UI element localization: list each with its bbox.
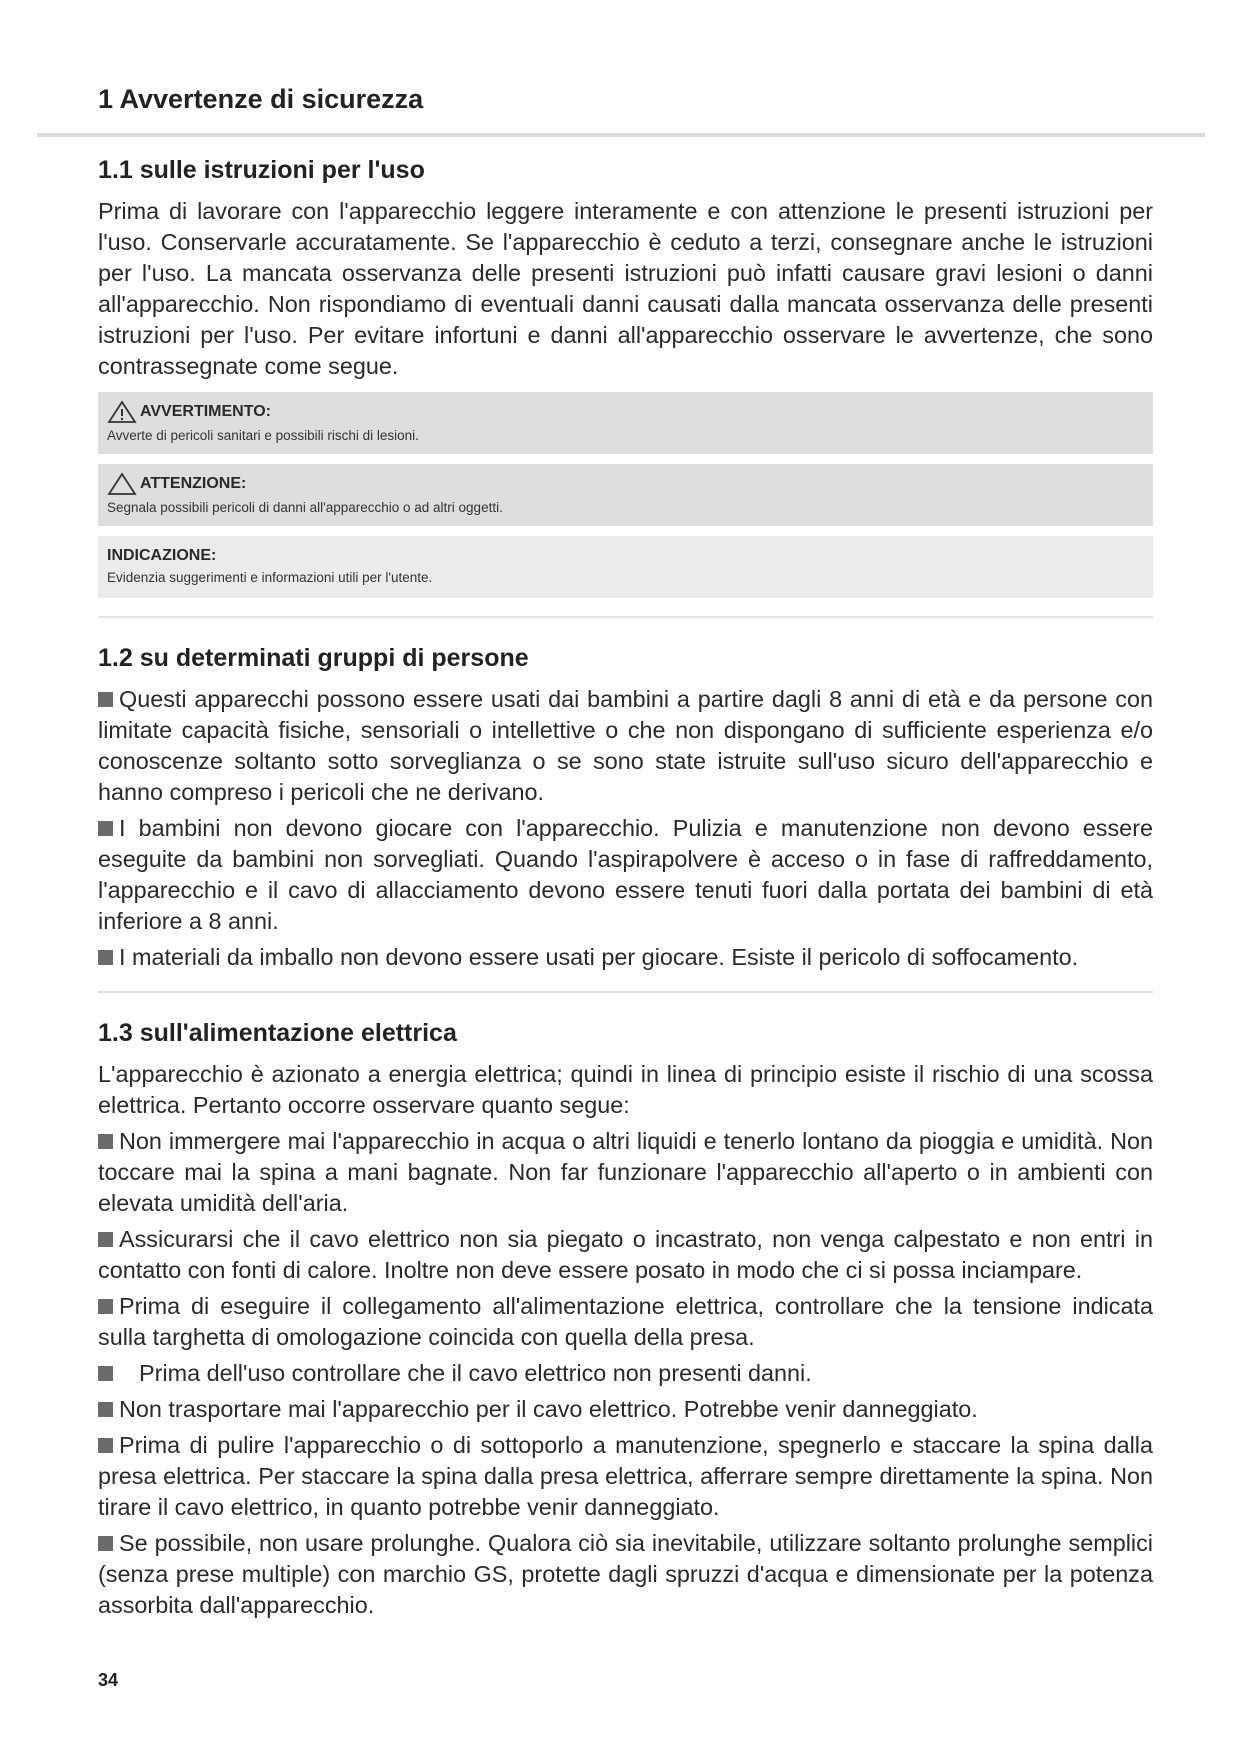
list-item: I bambini non devono giocare con l'apparecchio. Pulizia e manutenzione non devono essere eseguite da bambini non sorvegliati. Quando l'aspirapolvere è acceso o in fase di raffreddamento, l'apparecchio e il cavo di allacciamento devono essere tenuti fuori dalla portata dei bambini di età inferiore a 8 anni. <box>98 815 1153 934</box>
list-item: Prima di eseguire il collegamento all'alimentazione elettrica, controllare che la tensione indicata sulla targhetta di omologazione coincida con quella della presa. <box>98 1293 1153 1350</box>
square-bullet-icon <box>98 1366 113 1381</box>
section-paragraph: L'apparecchio è azionato a energia elettrica; quindi in linea di principio esiste il rischio di una scossa elettrica. Pertanto occorre osservare quanto segue: <box>98 1061 1153 1118</box>
section-electrical <box>98 1017 1153 1621</box>
section-groups <box>98 642 1153 973</box>
chapter-divider <box>37 133 1205 137</box>
square-bullet-icon <box>98 1536 113 1551</box>
list-item: Assicurarsi che il cavo elettrico non sia piegato o incastrato, non venga calpestato e non entri in contatto con fonti di calore. Inoltre non deve essere posato in modo che ci si possa inciampare. <box>98 1226 1153 1283</box>
section-heading: 1.1 sulle istruzioni per l'uso <box>98 156 425 184</box>
notice-text: Avverte di pericoli sanitari e possibili rischi di lesioni. <box>107 428 419 443</box>
list-item: Prima dell'uso controllare che il cavo elettrico non presenti danni. <box>98 1358 1153 1389</box>
square-bullet-icon <box>98 692 113 707</box>
list-item: Prima di pulire l'apparecchio o di sottoporlo a manutenzione, spegnerlo e staccare la spina dalla presa elettrica. Per staccare la spina dalla presa elettrica, afferrare sempre direttamente la spina. Non tirare il cavo elettrico, in quanto potrebbe venir danneggiato. <box>98 1432 1153 1520</box>
notice-caution <box>98 464 1153 526</box>
list-item: Se possibile, non usare prolunghe. Qualora ciò sia inevitabile, utilizzare soltanto prolunghe semplici (senza prese multiple) con marchio GS, protette dagli spruzzi d'acqua e dimensionate per la potenza assorbita dall'apparecchio. <box>98 1530 1153 1618</box>
page-content <box>98 154 1153 1621</box>
square-bullet-icon <box>98 1232 113 1247</box>
list-item: I materiali da imballo non devono essere usati per giocare. Esiste il pericolo di soffocamento. <box>98 942 1153 973</box>
section-instructions <box>98 154 1153 598</box>
square-bullet-icon <box>98 1134 113 1149</box>
list-item: Non trasportare mai l'apparecchio per il cavo elettrico. Potrebbe venir danneggiato. <box>98 1394 1153 1425</box>
section-heading: 1.2 su determinati gruppi di persone <box>98 644 529 672</box>
square-bullet-icon <box>98 1402 113 1417</box>
warning-triangle-icon <box>107 472 137 496</box>
notice-text: Segnala possibili pericoli di danni all'apparecchio o ad altri oggetti. <box>107 500 503 515</box>
square-bullet-icon <box>98 1438 113 1453</box>
notice-warning <box>98 392 1153 454</box>
section-divider <box>98 991 1153 993</box>
notice-title: ATTENZIONE: <box>140 475 247 492</box>
square-bullet-icon <box>98 950 113 965</box>
page-number: 34 <box>98 1670 119 1690</box>
chapter-title: 1 Avvertenze di sicurezza <box>98 84 424 114</box>
section-paragraph: Prima di lavorare con l'apparecchio leggere interamente e con attenzione le presenti istruzioni per l'uso. Conservarle accuratamente. Se l'apparecchio è ceduto a terzi, consegnare anche le istruzioni per l'uso. La mancata osservanza delle presenti istruzioni può infatti causare gravi lesioni o danni all'apparecchio. Non rispondiamo di eventuali danni causati dalla mancata osservanza delle presenti istruzioni per l'uso. Per evitare infortuni e danni all'apparecchio osservare le avvertenze, che sono contrassegnate come segue. <box>98 198 1153 379</box>
notice-text: Evidenzia suggerimenti e informazioni utili per l'utente. <box>107 570 433 585</box>
notice-title: INDICAZIONE: <box>107 547 217 564</box>
notice-title: AVVERTIMENTO: <box>140 403 271 420</box>
section-divider <box>98 616 1153 618</box>
warning-exclamation-icon <box>107 400 137 424</box>
notice-indication <box>98 536 1153 598</box>
section-heading: 1.3 sull'alimentazione elettrica <box>98 1019 457 1047</box>
list-item: Questi apparecchi possono essere usati dai bambini a partire dagli 8 anni di età e da persone con limitate capacità fisiche, sensoriali o intellettive o che non dispongano di sufficiente esperienza e/o conoscenze soltanto sotto sorveglianza o se sono state istruite sull'uso sicuro dell'apparecchio e hanno compreso i pericoli che ne derivano. <box>98 686 1153 805</box>
square-bullet-icon <box>98 821 113 836</box>
list-item: Non immergere mai l'apparecchio in acqua o altri liquidi e tenerlo lontano da pioggia e umidità. Non toccare mai la spina a mani bagnate. Non far funzionare l'apparecchio all'aperto o in ambienti con elevata umidità dell'aria. <box>98 1128 1153 1216</box>
square-bullet-icon <box>98 1299 113 1314</box>
